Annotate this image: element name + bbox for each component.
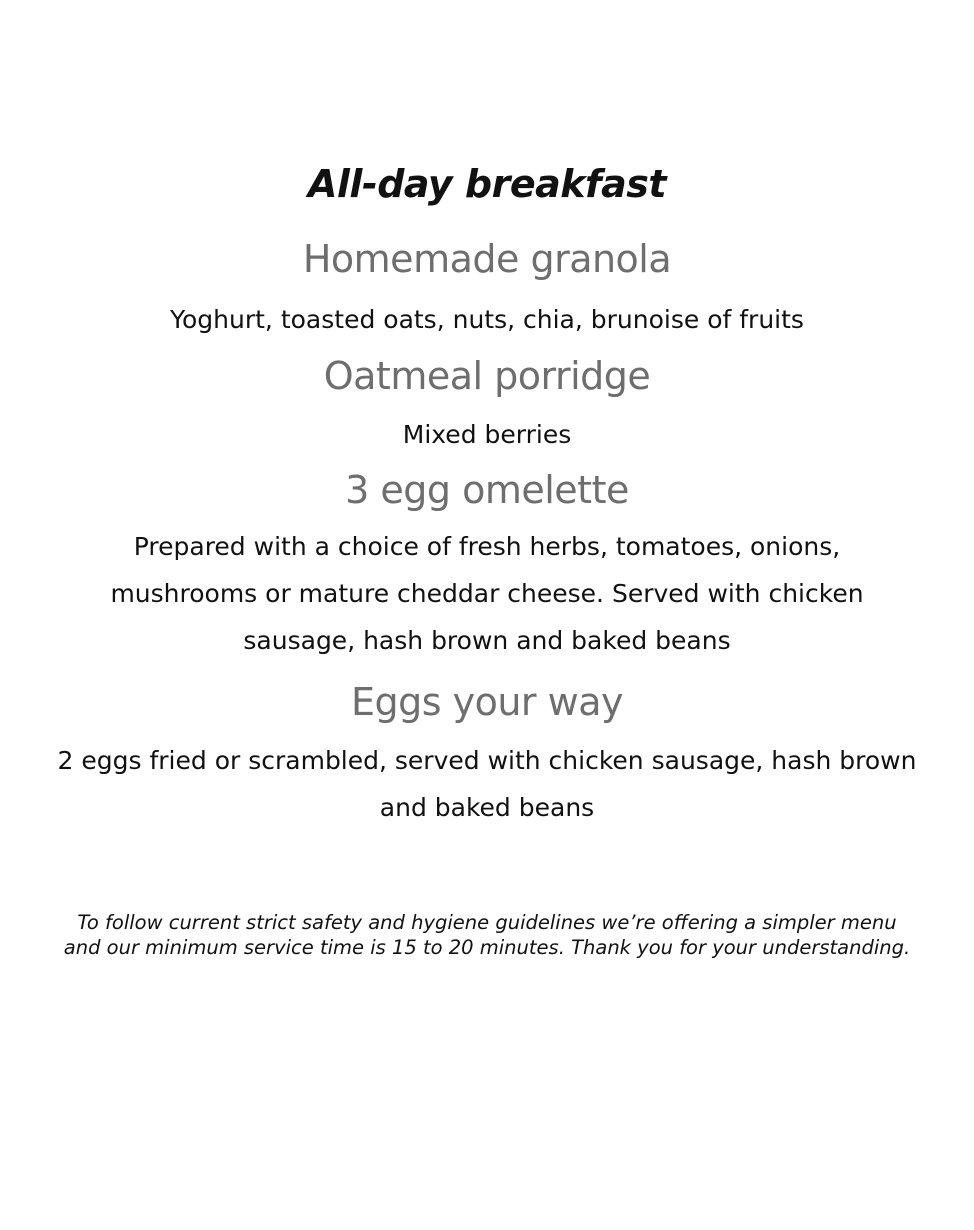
menu-item-description-granola: Yoghurt, toasted oats, nuts, chia, brunoise of fruits — [170, 305, 804, 334]
menu-section-title: All-day breakfast — [308, 162, 666, 206]
menu-item-name-granola: Homemade granola — [302, 237, 672, 281]
service-notice: To follow current strict safety and hygiene guidelines we’re offering a simpler menu and our minimum service time is 15 to 20 minutes. Thank you for your understanding. — [63, 911, 911, 959]
menu-item-description-omelette: Prepared with a choice of fresh herbs, tomatoes, onions, mushrooms or mature cheddar cheese. Served with chicken sausage, hash brown and baked beans — [110, 532, 864, 655]
menu-item-name-eggs-your-way: Eggs your way — [350, 680, 623, 724]
menu-item-name-porridge: Oatmeal porridge — [323, 354, 651, 398]
menu-item-description-eggs-your-way: 2 eggs fried or scrambled, served with chicken sausage, hash brown and baked beans — [57, 746, 917, 822]
menu-item-description-porridge: Mixed berries — [402, 420, 572, 449]
menu-item-name-omelette: 3 egg omelette — [345, 468, 629, 512]
